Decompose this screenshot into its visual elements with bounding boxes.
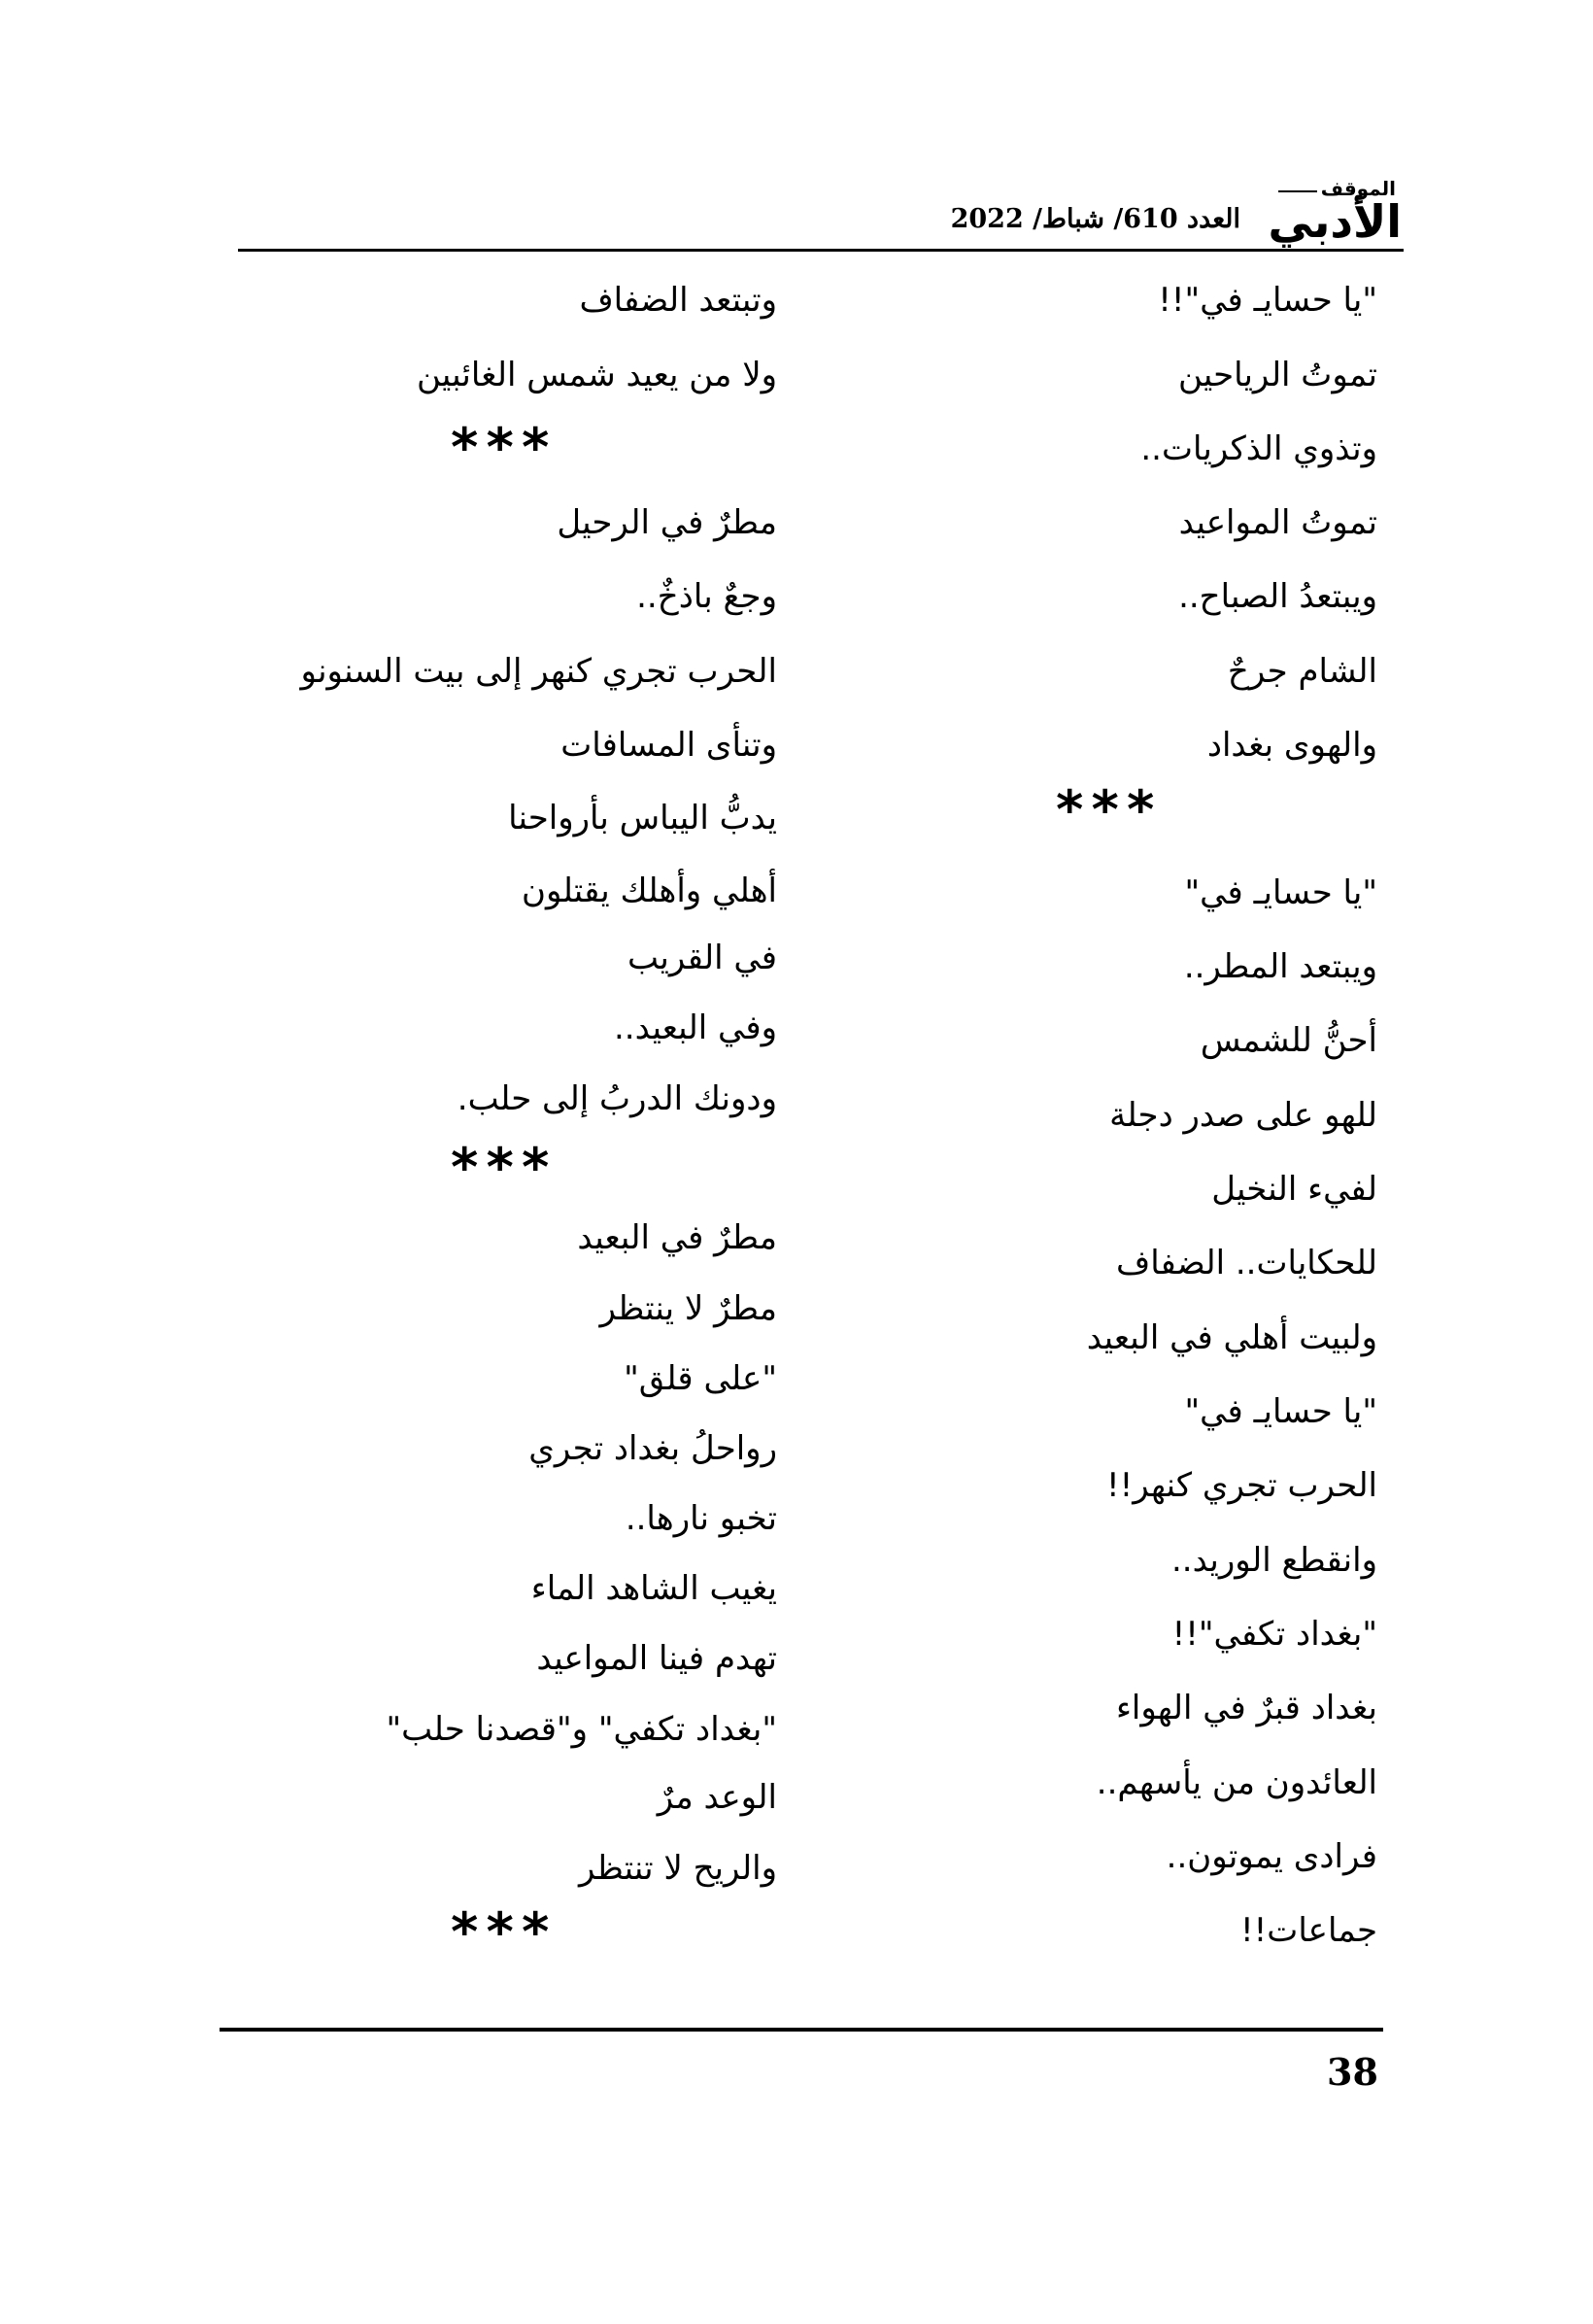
right-verse-line: ويبتعدُ الصباح..: [1178, 577, 1377, 616]
right-verse-line: تموتُ المواعيد: [1178, 503, 1377, 542]
right-verse-line: الحرب تجري كنهر!!: [1105, 1466, 1377, 1505]
magazine-logo: [1263, 175, 1404, 247]
right-verse-line: وتذوي الذكريات..: [1140, 429, 1377, 468]
right-verse-line: فرادى يموتون..: [1166, 1837, 1377, 1876]
right-verse-line: للحكايات.. الضفاف: [1115, 1244, 1377, 1282]
right-verse-line: العائدون من يأسهم..: [1096, 1763, 1377, 1802]
left-verse-line: تخبو نارها..: [625, 1499, 777, 1538]
left-stanza-separator: ***: [449, 417, 556, 478]
left-verse-line: "بغداد تكفي" و"قصدنا حلب": [386, 1710, 777, 1749]
right-verse-line: جماعات!!: [1240, 1911, 1377, 1950]
left-verse-line: يغيب الشاهد الماء: [530, 1569, 777, 1608]
right-verse-line: "يا حسايـ في"!!: [1158, 281, 1377, 320]
right-verse-line: "بغداد تكفي"!!: [1171, 1615, 1377, 1654]
right-verse-line: تموتُ الرياحين: [1177, 356, 1377, 394]
issue-info: العدد 610/ شباط/ 2022: [950, 204, 1240, 234]
right-stanza-separator: ***: [1054, 779, 1161, 840]
right-verse-line: الشام جرحٌ: [1227, 652, 1377, 691]
left-verse-line: وتنأى المسافات: [560, 726, 777, 765]
left-verse-line: مطرٌ في الرحيل: [557, 503, 777, 542]
left-verse-line: ولا من يعيد شمس الغائبين: [416, 356, 777, 394]
left-verse-line: مطرٌ في البعيد: [577, 1218, 777, 1257]
logo-top-text: الموقف: [1320, 177, 1396, 200]
left-verse-line: ودونك الدربُ إلى حلب.: [457, 1079, 777, 1118]
page-header: [238, 175, 1404, 249]
left-stanza-separator: ***: [449, 1137, 556, 1198]
right-verse-line: "يا حسايـ في": [1184, 873, 1377, 912]
footer-rule: [220, 2028, 1383, 2032]
logo-main-text: الأدبي: [1268, 195, 1402, 248]
right-verse-line: للهو على صدر دجلة: [1109, 1096, 1377, 1135]
right-verse-line: لفيء النخيل: [1211, 1170, 1377, 1209]
left-verse-line: وتبتعد الضفاف: [579, 281, 777, 320]
left-verse-line: مطرٌ لا ينتظر: [599, 1289, 777, 1328]
left-verse-line: وفي البعيد..: [613, 1008, 777, 1047]
left-verse-line: في القريب: [627, 939, 777, 977]
right-verse-line: والهوى بغداد: [1206, 726, 1377, 765]
page-number: 38: [1327, 2050, 1378, 2094]
right-verse-line: ولبيت أهلي في البعيد: [1086, 1318, 1377, 1357]
left-verse-line: أهلي وأهلك يقتلون: [521, 872, 777, 910]
left-verse-line: الوعد مرٌ: [657, 1778, 777, 1817]
left-verse-line: تهدم فينا المواعيد: [536, 1639, 777, 1678]
right-verse-line: "يا حسايـ في": [1184, 1392, 1377, 1431]
right-verse-line: بغداد قبرٌ في الهواء: [1115, 1689, 1377, 1727]
right-verse-line: وانقطع الوريد..: [1170, 1541, 1377, 1580]
right-verse-line: ويبتعد المطر..: [1183, 947, 1377, 986]
left-verse-line: وجعٌ باذخٌ..: [636, 577, 777, 616]
left-verse-line: رواحلُ بغداد تجري: [528, 1429, 777, 1468]
left-verse-line: يدبُّ اليباس بأرواحنا: [508, 799, 777, 837]
left-verse-line: "على قلق": [624, 1359, 777, 1398]
left-stanza-separator: ***: [449, 1901, 556, 1963]
left-verse-line: الحرب تجري كنهر إلى بيت السنونو: [300, 652, 777, 691]
header-rule: [238, 249, 1404, 252]
left-verse-line: والريح لا تنتظر: [578, 1849, 777, 1888]
right-verse-line: أحنُّ للشمس: [1200, 1021, 1377, 1060]
